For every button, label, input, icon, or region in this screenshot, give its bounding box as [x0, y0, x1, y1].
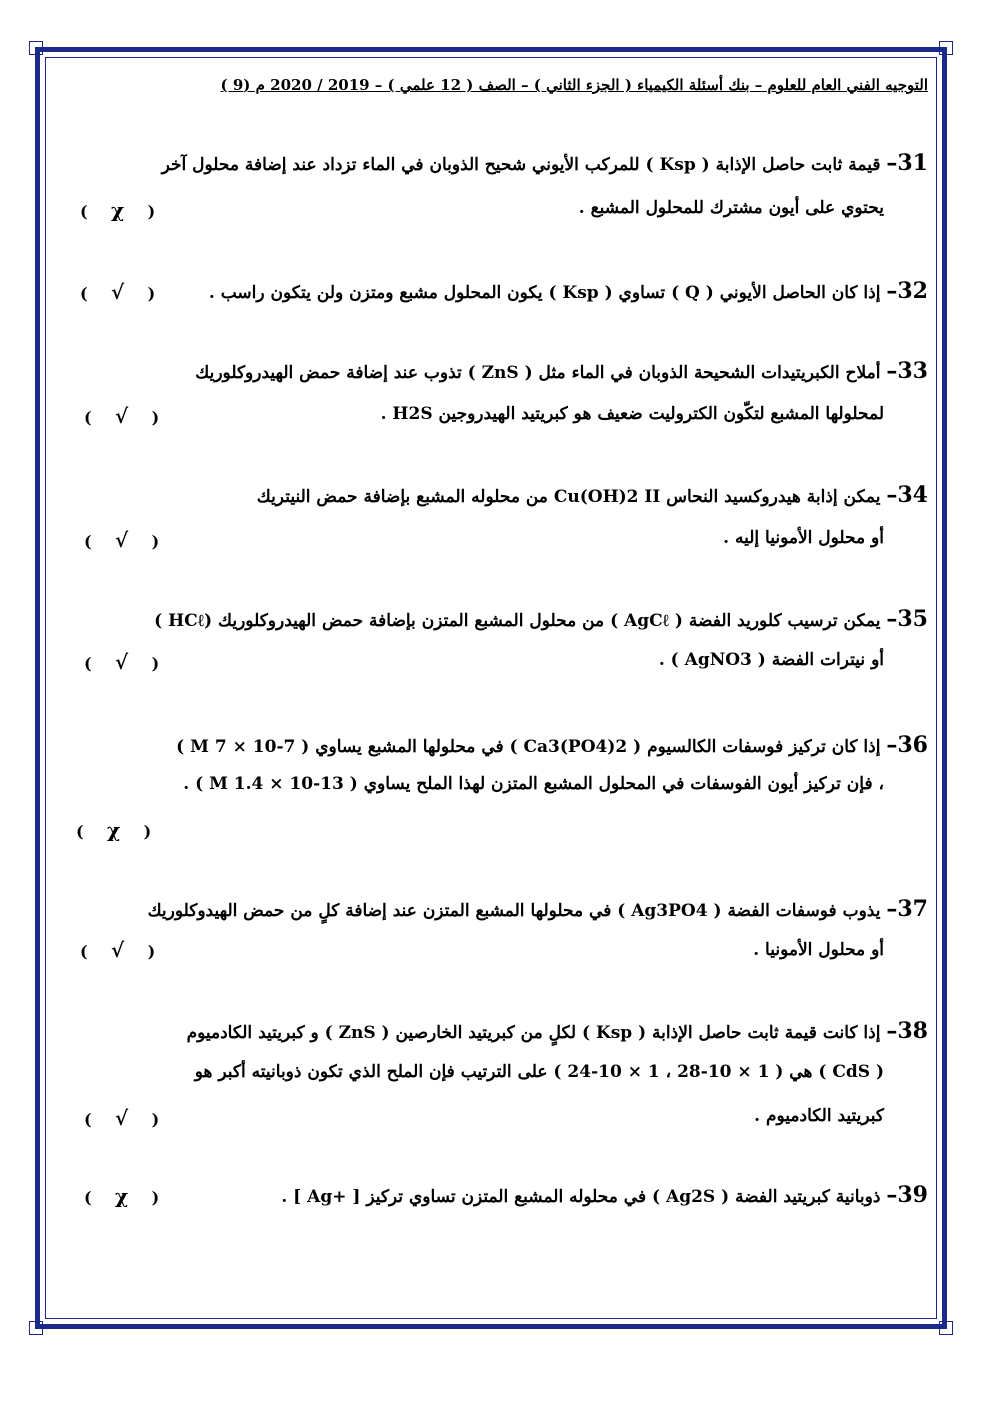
question-line [195, 358, 928, 384]
answer-box: ( χ ) [76, 818, 152, 842]
question-text: إذا كان الحاصل الأيوني ( Q ) تساوي ( Ksp ) يكون المحلول مشبع ومتزن ولن يتكون راسب . [208, 283, 881, 303]
corner-ornament [29, 1321, 43, 1335]
question-text-continued: ، فإن تركيز أيون الفوسفات في المحلول المشبع المتزن لهذا الملح يساوي ( M 1.4 × 10-13 ) . [183, 774, 884, 794]
question-32 [60, 278, 928, 318]
question-36 [60, 732, 928, 842]
question-number: 34– [886, 482, 928, 508]
question-34 [60, 482, 928, 562]
question-line [176, 732, 928, 758]
answer-box: ( √ ) [84, 650, 160, 674]
question-text: أملاح الكبريتيدات الشحيحة الذوبان في الماء مثل ( ZnS ) تذوب عند إضافة حمض الهيدروكلوريك [195, 363, 881, 383]
question-37 [60, 896, 928, 976]
question-text-continued: لمحلولها المشبع لتكّون الكتروليت ضعيف هو كبريتيد الهيدروجين H2S . [380, 404, 884, 424]
question-text: إذا كان تركيز فوسفات الكالسيوم ( Ca3(PO4)2 ) في محلولها المشبع يساوي ( M 7 × 10-7 ) [176, 737, 881, 757]
question-text-continued: ( CdS ) هي ( 1 × 10-28 ، 1 × 10-24 ) على الترتيب فإن الملح الذي تكون ذوبانيته أكبر هو [194, 1062, 884, 1082]
question-35 [60, 606, 928, 686]
answer-mark-check: √ [111, 938, 125, 962]
question-number: 35– [886, 606, 928, 632]
answer-mark-check: √ [115, 650, 129, 674]
answer-mark-cross: χ [107, 818, 121, 842]
question-39 [60, 1182, 928, 1222]
question-text: ذوبانية كبريتيد الفضة ( Ag2S ) في محلوله المشبع المتزن تساوي تركيز [ +Ag ] . [281, 1187, 881, 1207]
answer-box: ( χ ) [80, 198, 156, 222]
question-text: يذوب فوسفات الفضة ( Ag3PO4 ) في محلولها المشبع المتزن عند إضافة كلٍ من حمض الهيدوكلوريك [147, 901, 881, 921]
answer-box: ( √ ) [84, 1106, 160, 1130]
answer-box: ( √ ) [80, 280, 156, 304]
answer-mark-cross: χ [111, 198, 125, 222]
question-text-continued: أو محلول الأمونيا . [753, 940, 884, 960]
corner-ornament [29, 41, 43, 55]
question-text-continued: أو نيترات الفضة ( AgNO3 ) . [658, 650, 884, 670]
question-number: 37– [886, 896, 928, 922]
question-text: قيمة ثابت حاصل الإذابة ( Ksp ) للمركب الأيوني شحيح الذوبان في الماء تزداد عند إضافة محلول آخر [161, 155, 881, 175]
question-number: 33– [886, 358, 928, 384]
question-line [162, 150, 928, 176]
answer-mark-check: √ [115, 1106, 129, 1130]
answer-mark-check: √ [115, 404, 129, 428]
answer-mark-check: √ [111, 280, 125, 304]
question-line [154, 606, 928, 632]
question-text: يمكن ترسيب كلوريد الفضة ( AgCℓ ) من محلول المشبع المتزن بإضافة حمض الهيدروكلوريك (HCℓ ) [154, 611, 881, 631]
question-text: إذا كانت قيمة ثابت حاصل الإذابة ( Ksp ) لكلٍ من كبريتيد الخارصين ( ZnS ) و كبريتيد الكادميوم [186, 1023, 881, 1043]
answer-mark-check: √ [115, 528, 129, 552]
answer-box: ( √ ) [80, 938, 156, 962]
question-line [148, 896, 928, 922]
question-text-continued: أو محلول الأمونيا إليه . [723, 528, 884, 548]
answer-box: ( χ ) [84, 1184, 160, 1208]
question-text-continued: يحتوي على أيون مشترك للمحلول المشبع . [578, 198, 884, 218]
question-38 [60, 1018, 928, 1148]
question-text: يمكن إذابة هيدروكسيد النحاس Cu(OH)2 II من محلوله المشبع بإضافة حمض النيتريك [256, 487, 881, 507]
question-number: 31– [886, 150, 928, 176]
page-header: التوجيه الفني العام للعلوم – بنك أسئلة الكيمياء ( الجزء الثاني ) – الصف ( 12 علمي ) – 2019 / 2020 م (9 ) [220, 76, 928, 94]
answer-box: ( √ ) [84, 528, 160, 552]
question-number: 32– [886, 278, 928, 304]
question-number: 38– [886, 1018, 928, 1044]
question-31 [60, 150, 928, 230]
question-line [281, 1182, 928, 1208]
question-text-continued: كبريتيد الكادميوم . [754, 1106, 884, 1126]
question-line [209, 278, 928, 304]
question-line [187, 1018, 928, 1044]
answer-mark-cross: χ [115, 1184, 129, 1208]
corner-ornament [939, 1321, 953, 1335]
question-line [257, 482, 928, 508]
question-number: 36– [886, 732, 928, 758]
corner-ornament [939, 41, 953, 55]
question-33 [60, 358, 928, 438]
answer-box: ( √ ) [84, 404, 160, 428]
question-number: 39– [886, 1182, 928, 1208]
